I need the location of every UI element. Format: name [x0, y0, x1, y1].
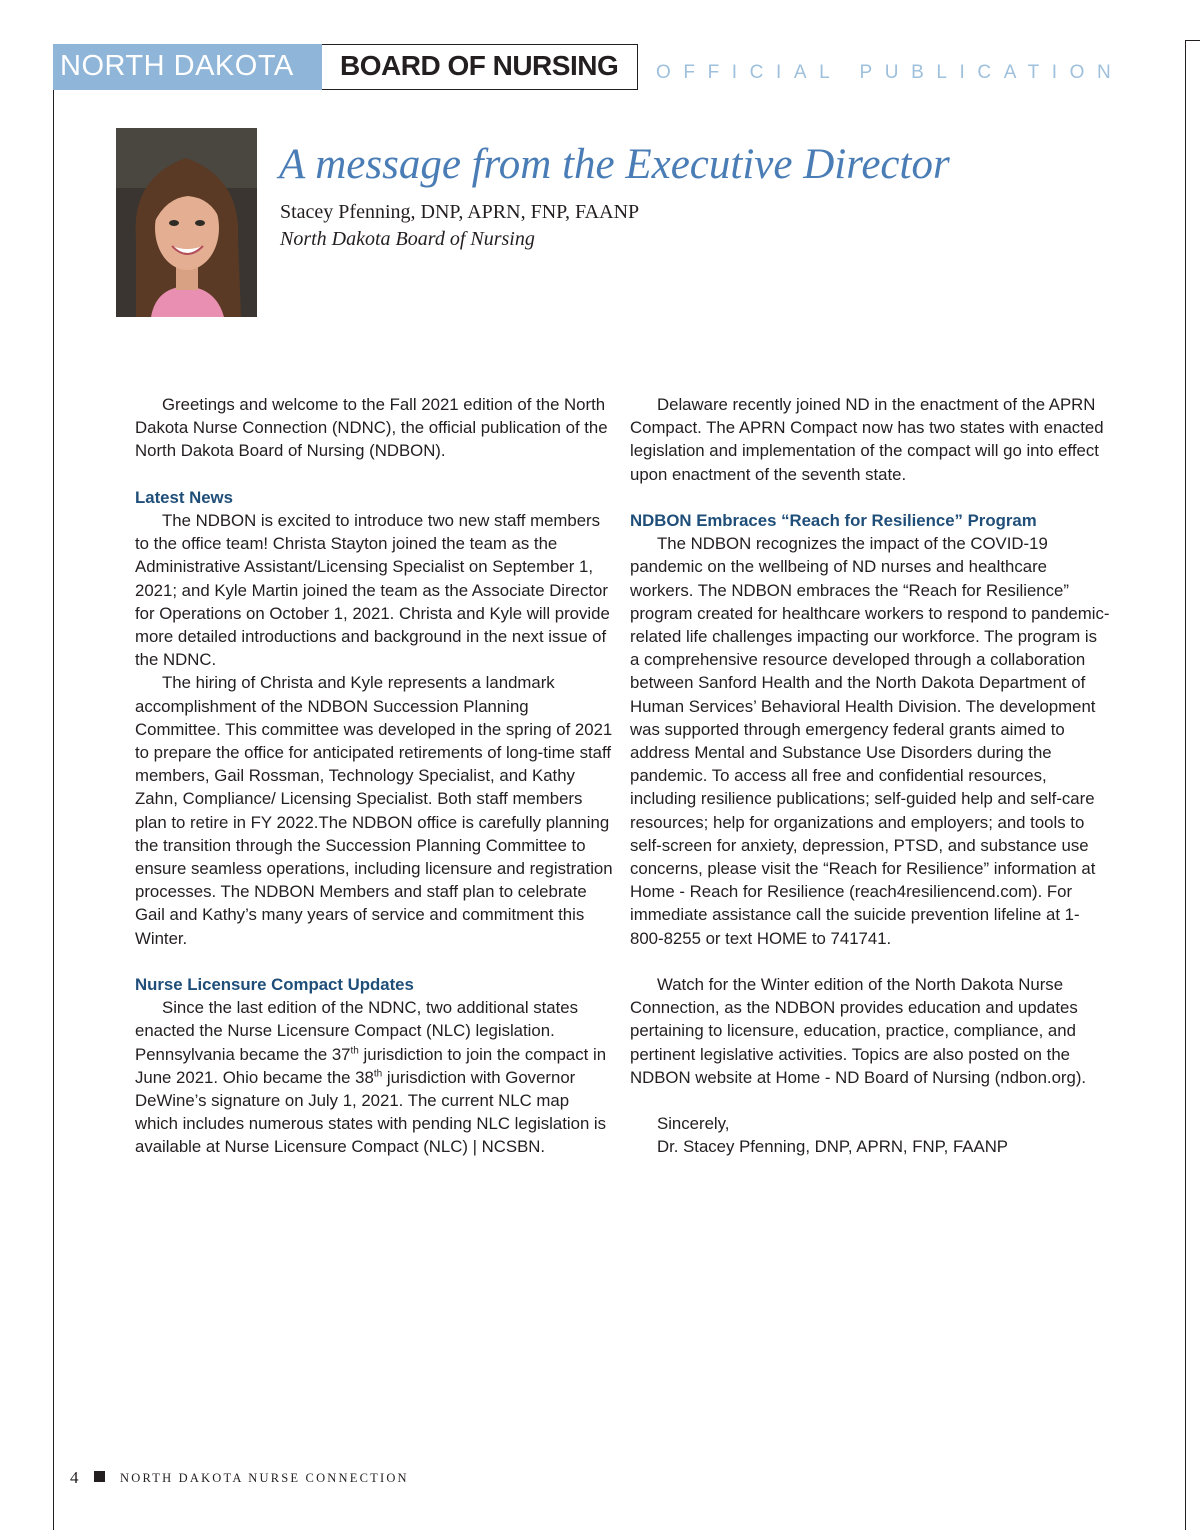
article-author-org: North Dakota Board of Nursing — [280, 228, 535, 250]
page-number: 4 — [70, 1468, 79, 1487]
closing: Sincerely, — [657, 1114, 730, 1134]
winter-paragraph: Watch for the Winter edition of the North Dakota Nurse Connection, as the NDBON provides education and updates pertaining to licensure, education, practice, compliance, and pertinent legislative activities. Topics are also posted on the NDBON website at Home - ND Board of Nursing (ndbon.org). — [630, 975, 1087, 1087]
page-frame-left-rule — [53, 90, 54, 1530]
footer-square-icon — [94, 1471, 105, 1482]
aprn-paragraph: Delaware recently joined ND in the enactment of the APRN Compact. The APRN Compact now has two states with enacted legislation and implementation of the compact will go into effect upon enactment of the seventh state. — [630, 395, 1104, 484]
page-frame-right-rule — [1185, 40, 1186, 1530]
author-portrait — [116, 128, 257, 317]
resilience-paragraph: The NDBON recognizes the impact of the COVID-19 pandemic on the wellbeing of ND nurses and healthcare workers. The NDBON embraces the “Reach for Resilience” program created for healthcare workers to respond to pandemic-related life challenges impacting our workforce. The program is a comprehensive resource developed through a collaboration between Sanford Health and the North Dakota Department of Human Services’ Behavioral Health Division. The development was supported through emergency federal grants aimed to address Mental and Substance Use Disorders during the pandemic. To access all free and confidential resources, including resilience publications; self-guided help and self-care resources; help for organizations and employers; and tools to self-screen for anxiety, depression, PTSD, and substance use concerns, please visit the “Reach for Resilience” information at Home - Reach for Resilience (reach4resiliencend.com). For immediate assistance call the suicide prevention lifeline at 1-800-8255 or text HOME to 741741. — [630, 534, 1110, 948]
latest-news-paragraph-2: The hiring of Christa and Kyle represents a landmark accomplishment of the NDBON Succession Planning Committee. This committee was developed in the spring of 2021 to prepare the office for anticipated retirements of long-time staff members, Gail Rossman, Technology Specialist, and Kathy Zahn, Compliance/ Licensing Specialist. Both staff members plan to retire in FY 2022.The NDBON office is carefully planning the transition through the Succession Planning Committee to ensure seamless operations, including licensure and registration processes. The NDBON Members and staff plan to celebrate Gail and Kathy’s many years of service and commitment this Winter. — [135, 673, 613, 948]
nlc-heading: Nurse Licensure Compact Updates — [135, 975, 414, 995]
latest-news-paragraph-1: The NDBON is excited to introduce two new staff members to the office team! Christa Stayton joined the team as the Administrative Assistant/Licensing Specialist on September 1, 2021; and Kyle Martin joined the team as the Associate Director for Operations on October 1, 2021. Christa and Kyle will provide more detailed introductions and background in the next issue of the NDNC. — [135, 511, 610, 670]
page-frame-top-rule — [1185, 40, 1200, 41]
intro-paragraph: Greetings and welcome to the Fall 2021 edition of the North Dakota Nurse Connection (NDNC), the official publication of the North Dakota Board of Nursing (NDBON). — [135, 395, 608, 461]
header-official-publication: OFFICIAL PUBLICATION — [656, 62, 1124, 83]
footer-publication: NORTH DAKOTA NURSE CONNECTION — [120, 1471, 409, 1485]
nlc-paragraph: Since the last edition of the NDNC, two additional states enacted the Nurse Licensure Compact (NLC) legislation. Pennsylvania became the 37th jurisdiction to join the compact in June 2021. Ohio became the 38th jurisdiction with Governor DeWine’s signature on July 1, 2021. The current NLC map which includes numerous states with pending NLC legislation is available at Nurse Licensure Compact (NLC) | NCSBN. — [135, 998, 607, 1157]
resilience-heading: NDBON Embraces “Reach for Resilience” Program — [630, 511, 1037, 530]
signature: Dr. Stacey Pfenning, DNP, APRN, FNP, FAANP — [657, 1137, 1009, 1157]
left-column — [135, 393, 615, 1159]
right-column — [630, 393, 1110, 1159]
header-board: BOARD OF NURSING — [340, 50, 619, 81]
header-state: NORTH DAKOTA — [60, 50, 294, 82]
article-title: A message from the Executive Director — [279, 141, 950, 188]
article-author: Stacey Pfenning, DNP, APRN, FNP, FAANP — [280, 201, 640, 223]
latest-news-heading: Latest News — [135, 487, 233, 507]
